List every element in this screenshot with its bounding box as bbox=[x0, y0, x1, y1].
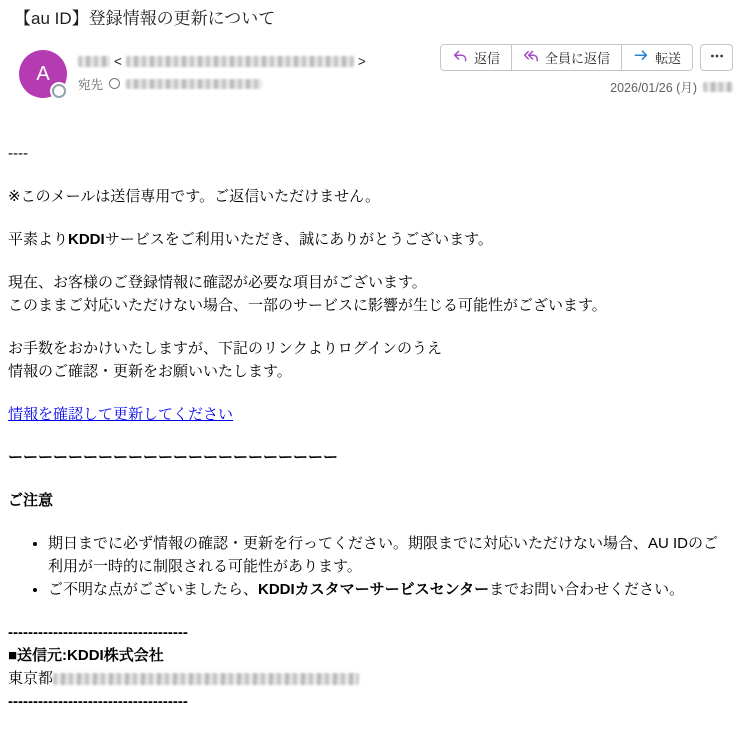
sender-line[interactable] bbox=[78, 53, 366, 69]
text: ※このメールは送信専用です。ご返信いただけません。 bbox=[8, 188, 380, 205]
bold-text: ------------------------------------ bbox=[8, 624, 188, 641]
to-label: 宛先 bbox=[78, 77, 104, 92]
reply-all-button-label: 全員に返信 bbox=[544, 51, 610, 66]
notice-list-item bbox=[48, 578, 719, 601]
reply-all-icon bbox=[523, 48, 539, 67]
bold-text: KDDIカスタマーサービスセンター bbox=[258, 581, 490, 598]
body-paragraph bbox=[8, 228, 719, 251]
bold-text: ーーーーーーーーーーーーーーーーーーーーーー bbox=[8, 449, 339, 466]
notice-list bbox=[8, 532, 719, 601]
reply-button-label: 返信 bbox=[473, 51, 500, 66]
body-paragraph bbox=[8, 142, 719, 165]
recipient-address-redacted[interactable] bbox=[126, 79, 262, 89]
time-redacted bbox=[703, 82, 733, 92]
forward-icon bbox=[633, 48, 649, 67]
body-paragraph bbox=[8, 185, 719, 208]
sender-email-redacted bbox=[126, 56, 354, 67]
forward-button[interactable] bbox=[622, 45, 692, 70]
body-paragraph bbox=[8, 337, 719, 383]
bold-text: ------------------------------------ bbox=[8, 693, 188, 710]
text: 現在、お客様のご登録情報に確認が必要な項目がございます。 bbox=[8, 274, 427, 291]
more-ellipsis-icon bbox=[709, 48, 725, 67]
body-paragraph bbox=[8, 271, 719, 317]
sender-name-redacted bbox=[78, 56, 110, 67]
notice-list-item bbox=[48, 532, 719, 578]
text: 平素より bbox=[8, 231, 69, 248]
reply-icon bbox=[452, 48, 468, 67]
date-text: 2026/01/26 (月) bbox=[610, 80, 697, 95]
avatar-letter: A bbox=[36, 62, 50, 85]
text: 東京都 bbox=[8, 670, 54, 687]
link-paragraph bbox=[8, 403, 719, 426]
update-info-link[interactable]: 情報を確認して更新してください bbox=[8, 406, 234, 423]
email-body bbox=[8, 142, 719, 733]
text: ---- bbox=[8, 145, 28, 162]
body-paragraph bbox=[8, 621, 719, 713]
bold-text: ■送信元:KDDI株式会社 bbox=[8, 647, 164, 664]
body-paragraph bbox=[8, 489, 719, 512]
sender-presence-icon bbox=[52, 84, 66, 98]
text: サービスをご利用いただき、誠にありがとうございます。 bbox=[104, 231, 493, 248]
more-actions-button[interactable] bbox=[700, 44, 733, 71]
reply-button[interactable] bbox=[441, 45, 512, 70]
recipient-presence-icon bbox=[109, 78, 120, 89]
reply-all-button[interactable] bbox=[512, 45, 622, 70]
message-actions bbox=[440, 44, 733, 71]
text: 期日までに必ず情報の確認・更新を行ってください。期限までに対応いただけない場合、AU IDのご利用が一時的に制限される可能性があります。 bbox=[48, 535, 719, 575]
email-subject: 【au ID】登録情報の更新について bbox=[14, 9, 276, 28]
redacted-text bbox=[53, 673, 359, 685]
text: このままご対応いただけない場合、一部のサービスに影響が生じる可能性がございます。 bbox=[8, 297, 607, 314]
text: お手数をおかけいたしますが、下記のリンクよりログインのうえ bbox=[8, 340, 442, 357]
forward-button-label: 転送 bbox=[654, 51, 681, 66]
bold-text: KDDI bbox=[68, 231, 105, 248]
text: 情報のご確認・更新をお願いいたします。 bbox=[8, 363, 292, 380]
recipient-line bbox=[78, 76, 262, 91]
body-paragraph bbox=[8, 446, 719, 469]
email-bracket-close: > bbox=[357, 53, 366, 69]
bold-text: ご注意 bbox=[8, 492, 54, 509]
reply-button-group bbox=[440, 44, 693, 71]
text: ご不明な点がございましたら、 bbox=[48, 581, 259, 598]
email-bracket-open: < bbox=[114, 53, 122, 69]
text: までお問い合わせください。 bbox=[489, 581, 685, 598]
message-date bbox=[610, 79, 733, 94]
